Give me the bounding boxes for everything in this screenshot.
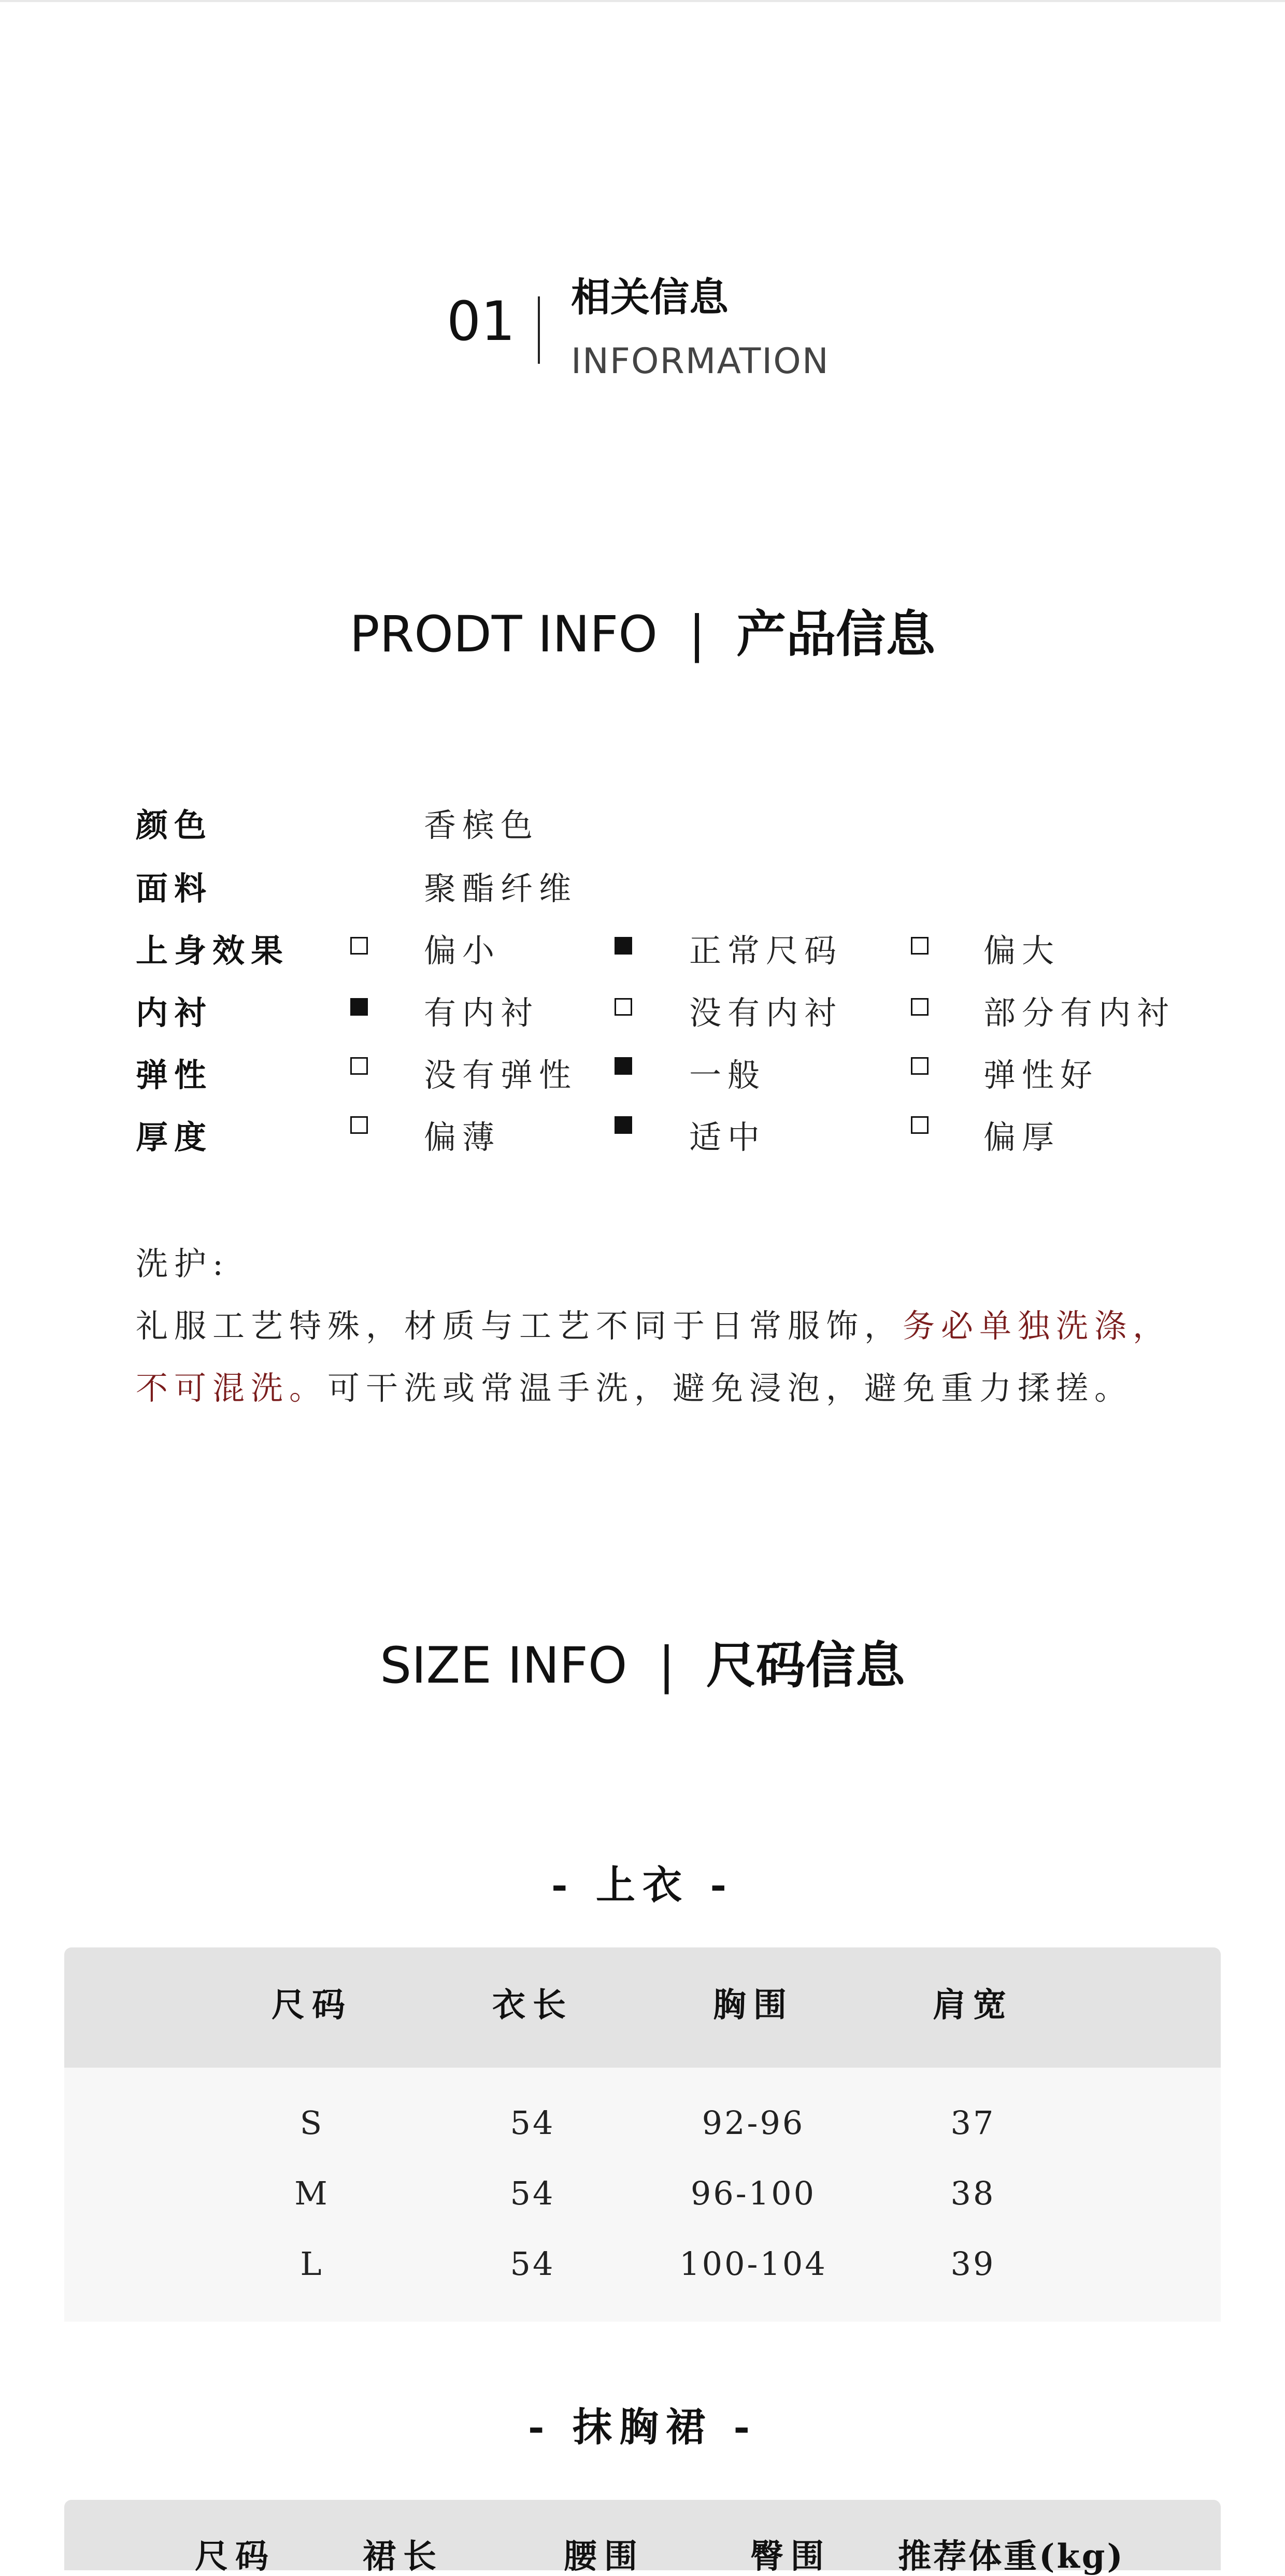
elasticity-option-3-checkbox bbox=[911, 1057, 929, 1075]
care-line-2 bbox=[136, 1369, 1133, 1407]
fit-option-1-label: 偏小 bbox=[424, 932, 501, 970]
table-cell: 54 bbox=[510, 2104, 555, 2142]
elasticity-option-2-label: 一般 bbox=[689, 1056, 766, 1094]
table-cell: L bbox=[300, 2245, 324, 2283]
table-cell: 37 bbox=[950, 2104, 996, 2142]
fit-option-2-label: 正常尺码 bbox=[689, 932, 843, 970]
header-title-cn: 相关信息 bbox=[571, 274, 729, 320]
lining-label: 内衬 bbox=[136, 994, 213, 1032]
lining-option-2-label: 没有内衬 bbox=[689, 994, 843, 1032]
size-info-title-en: SIZE INFO bbox=[380, 1636, 627, 1695]
header-cell-size: 尺码 bbox=[272, 1986, 352, 2025]
top-table-title: - 上衣 - bbox=[551, 1862, 734, 1908]
elasticity-option-2-checkbox bbox=[615, 1057, 632, 1075]
header-cell-waist: 腰围 bbox=[564, 2537, 645, 2576]
header-cell-shoulder: 肩宽 bbox=[933, 1986, 1013, 2025]
table-cell: 39 bbox=[950, 2245, 996, 2283]
lining-option-2-checkbox bbox=[615, 998, 632, 1016]
header-cell-weight: 推荐体重(kg) bbox=[898, 2537, 1125, 2576]
lining-option-1-checkbox bbox=[350, 998, 368, 1016]
thickness-option-3-label: 偏厚 bbox=[983, 1118, 1061, 1156]
lining-option-1-label: 有内衬 bbox=[424, 994, 539, 1032]
table-cell: 100-104 bbox=[679, 2245, 827, 2283]
care-line-1 bbox=[136, 1307, 1172, 1345]
care-text-normal: 礼服工艺特殊，材质与工艺不同于日常服饰， bbox=[136, 1307, 903, 1345]
lining-option-3-checkbox bbox=[911, 998, 929, 1016]
thickness-option-3-checkbox bbox=[911, 1116, 929, 1134]
section-number: 01 bbox=[447, 290, 516, 353]
skirt-table-title: - 抹胸裙 - bbox=[527, 2404, 757, 2450]
table-cell: 38 bbox=[950, 2174, 996, 2212]
table-cell: M bbox=[294, 2174, 330, 2212]
elasticity-option-1-checkbox bbox=[350, 1057, 368, 1075]
top-table-body bbox=[64, 2068, 1221, 2322]
header-cell-size: 尺码 bbox=[195, 2537, 276, 2576]
fit-option-2-checkbox bbox=[615, 937, 632, 955]
header-cell-length: 衣长 bbox=[492, 1986, 573, 2025]
thickness-label: 厚度 bbox=[136, 1118, 213, 1156]
header-cell-skirt-length: 裙长 bbox=[363, 2537, 444, 2576]
color-label: 颜色 bbox=[136, 806, 213, 844]
product-info-title bbox=[0, 605, 1285, 663]
product-info-title-cn: 产品信息 bbox=[736, 605, 936, 663]
title-separator: | bbox=[688, 605, 706, 663]
thickness-option-1-checkbox bbox=[350, 1116, 368, 1134]
lining-option-3-label: 部分有内衬 bbox=[983, 994, 1176, 1032]
table-cell: 54 bbox=[510, 2174, 555, 2212]
elasticity-label: 弹性 bbox=[136, 1056, 213, 1094]
skirt-table-header bbox=[64, 2500, 1221, 2576]
title-separator: | bbox=[658, 1636, 675, 1695]
size-info-title-cn: 尺码信息 bbox=[706, 1636, 905, 1695]
top-divider bbox=[0, 0, 1285, 2]
size-info-title bbox=[0, 1636, 1285, 1695]
fit-option-1-checkbox bbox=[350, 937, 368, 955]
fit-option-3-label: 偏大 bbox=[983, 932, 1061, 970]
care-warning-text: 不可混洗。 bbox=[136, 1369, 328, 1407]
fit-label: 上身效果 bbox=[136, 932, 290, 970]
color-value: 香槟色 bbox=[424, 806, 539, 844]
care-warning-text: 务必单独洗涤， bbox=[903, 1307, 1172, 1345]
elasticity-option-3-label: 弹性好 bbox=[983, 1056, 1099, 1094]
fit-option-3-checkbox bbox=[911, 937, 929, 955]
header-divider bbox=[538, 296, 540, 364]
care-label: 洗护: bbox=[136, 1245, 230, 1283]
table-cell: 96-100 bbox=[690, 2174, 817, 2212]
care-text-normal: 可干洗或常温手洗，避免浸泡，避免重力揉搓。 bbox=[327, 1369, 1133, 1407]
top-table-header bbox=[64, 1947, 1221, 2068]
header-cell-hip: 臀围 bbox=[750, 2537, 831, 2576]
thickness-option-2-label: 适中 bbox=[689, 1118, 766, 1156]
elasticity-option-1-label: 没有弹性 bbox=[424, 1056, 578, 1094]
fabric-label: 面料 bbox=[136, 870, 213, 907]
product-info-title-en: PRODT INFO bbox=[349, 605, 658, 663]
table-cell: S bbox=[299, 2104, 324, 2142]
header-title-en: INFORMATION bbox=[571, 341, 830, 382]
table-cell: 54 bbox=[510, 2245, 555, 2283]
thickness-option-2-checkbox bbox=[615, 1116, 632, 1134]
header-cell-bust: 胸围 bbox=[713, 1986, 794, 2025]
fabric-value: 聚酯纤维 bbox=[424, 870, 578, 907]
thickness-option-1-label: 偏薄 bbox=[424, 1118, 501, 1156]
table-cell: 92-96 bbox=[702, 2104, 805, 2142]
